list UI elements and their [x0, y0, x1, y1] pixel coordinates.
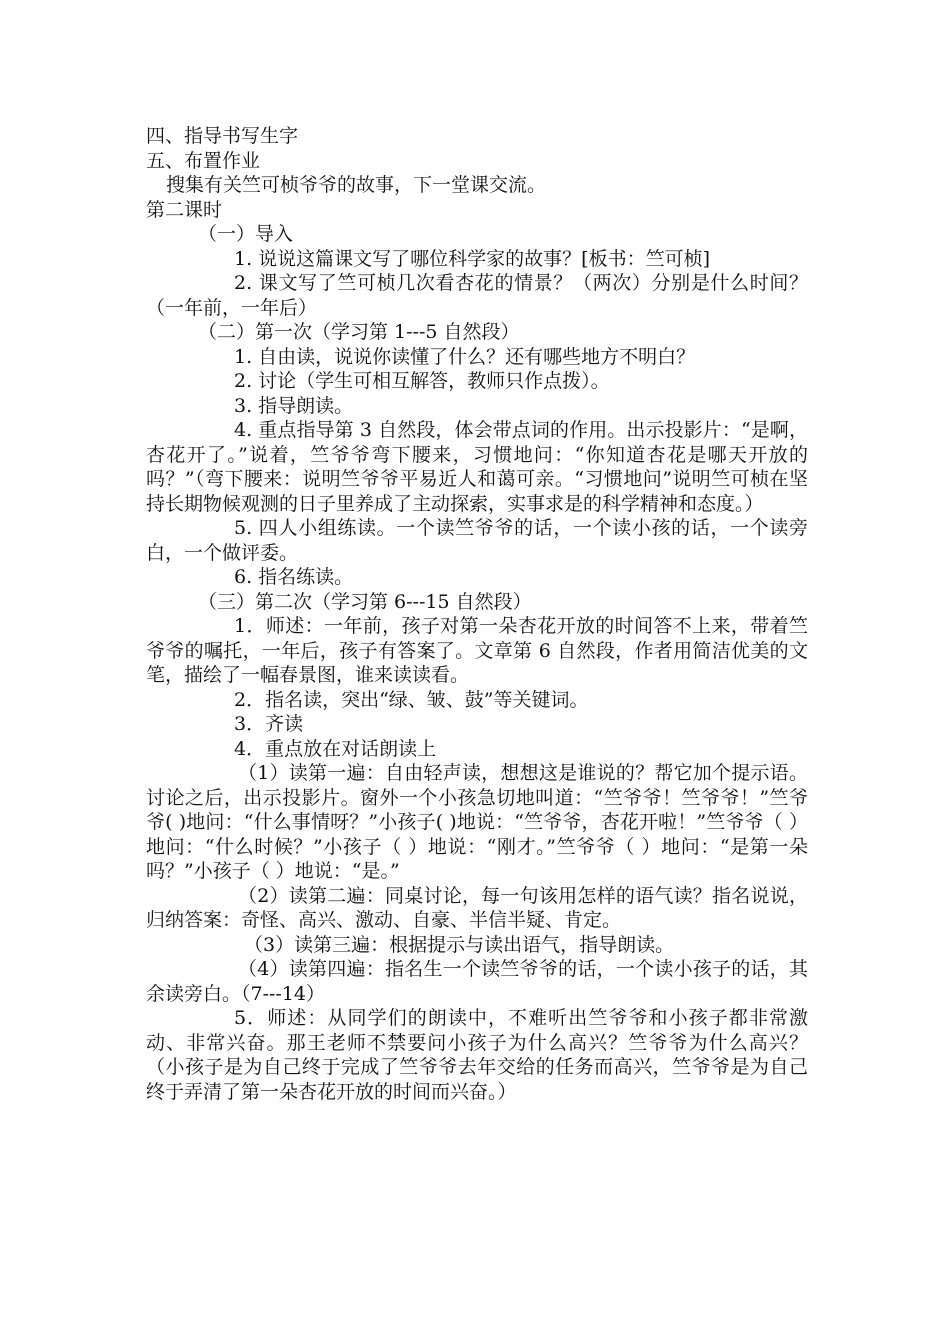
document-body [146, 124, 808, 1104]
homework-text: 搜集有关竺可桢爷爷的故事，下一堂课交流。 [166, 174, 547, 196]
lesson-2-heading: 第二课时 [146, 198, 223, 221]
second-visit-item-5: 5．师述：从同学们的朗读中，不难听出竺爷爷和小孩子都非常激动、非常兴奋。那王老师不禁要问小孩子为什么高兴？竺爷爷为什么高兴？（小孩子是为自己终于完成了竺爷爷去年交给的任务而高兴，竺爷爷是为自己终于弄清了第一朵杏花开放的时间而兴奋。） [146, 1007, 808, 1103]
first-visit-item-3: 3. 指导朗读。 [234, 394, 354, 417]
first-visit-heading: （二）第一次（学习第 1---5 自然段） [198, 321, 520, 343]
first-visit-item-4: 4. 重点指导第 3 自然段，体会带点词的作用。出示投影片：“是啊，杏花开了。”说着，竺爷爷弯下腰来，习惯地问：“你知道杏花是哪天开放的吗？”（弯下腰来：说明竺爷爷平易近人和蔼可亲。“习惯地问”说明竺可桢在坚持长期物候观测的日子里养成了主动探索，实事求是的科学精神和态度。） [146, 419, 808, 515]
second-visit-item-2: 2．指名读，突出“绿、皱、鼓”等关键词。 [234, 688, 589, 711]
first-visit-item-6: 6. 指名练读。 [234, 566, 354, 588]
section-5-heading: 五、布置作业 [146, 149, 261, 172]
intro-question-1: 1. 说说这篇课文写了哪位科学家的故事？[板书：竺可桢] [234, 247, 710, 270]
first-visit-item-2: 2. 讨论（学生可相互解答，教师只作点拨）。 [234, 370, 610, 392]
section-4-heading: 四、指导书写生字 [146, 125, 299, 147]
first-visit-item-1: 1. 自由读，说说你读懂了什么？还有哪些地方不明白？ [234, 345, 696, 368]
first-visit-item-5: 5. 四人小组练读。一个读竺爷爷的话，一个读小孩的话，一个读旁白，一个做评委。 [146, 517, 808, 564]
reading-round-2: （2）读第二遍：同桌讨论，每一句该用怎样的语气读？指名说说，归纳答案：奇怪、高兴、激动、自豪、半信半疑、肯定。 [146, 884, 808, 931]
reading-round-3: （3）读第三遍：根据提示与读出语气，指导朗读。 [244, 933, 675, 956]
reading-round-1: （1）读第一遍：自由轻声读，想想这是谁说的？帮它加个提示语。讨论之后，出示投影片。窗外一个小孩急切地叫道：“竺爷爷！竺爷爷！”竺爷爷( )地问：“什么事情呀？”小孩子( )地说：“竺爷爷，杏花开啦！”竺爷爷（ ）地问：“什么时候？”小孩子（ ）地说：“刚才。”竺爷爷（ ）地问：“是第一朵吗？”小孩子（ ）地说：“是。” [146, 762, 808, 882]
second-visit-item-3: 3．齐读 [234, 713, 304, 735]
reading-round-4: （4）读第四遍：指名生一个读竺爷爷的话，一个读小孩子的话，其余读旁白。（7---14） [146, 958, 808, 1005]
second-visit-item-1: 1．师述：一年前，孩子对第一朵杏花开放的时间答不上来，带着竺爷爷的嘱托，一年后，孩子有答案了。文章第 6 自然段，作者用简洁优美的文笔，描绘了一幅春景图，谁来读读看。 [146, 615, 808, 686]
intro-heading: （一）导入 [198, 223, 294, 245]
second-visit-heading: （三）第二次（学习第 6---15 自然段） [198, 590, 532, 613]
second-visit-item-4: 4．重点放在对话朗读上 [234, 737, 437, 760]
intro-question-2: 2. 课文写了竺可桢几次看杏花的情景？（两次）分别是什么时间？（一年前，一年后） [146, 272, 808, 319]
